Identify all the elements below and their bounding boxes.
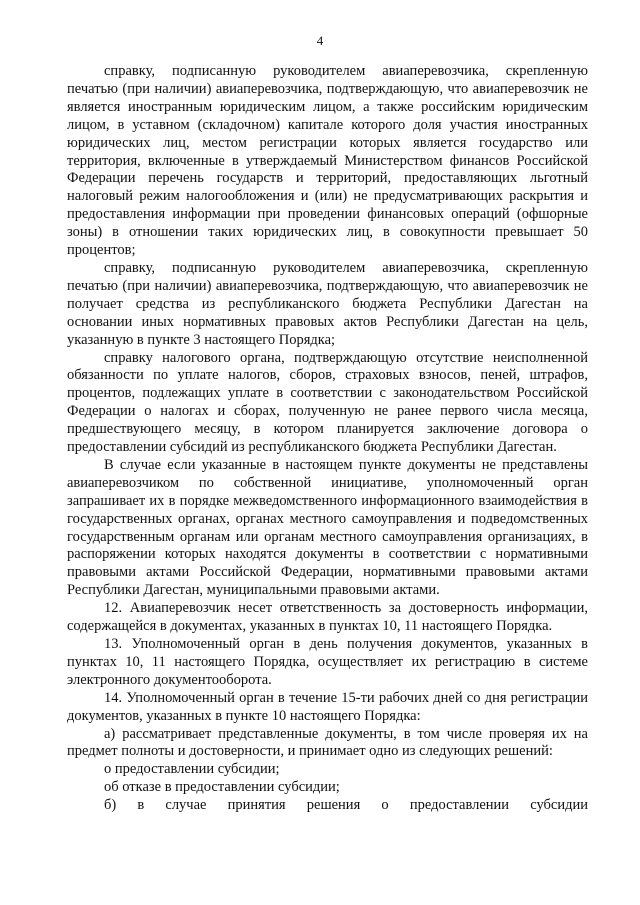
paragraph-item-14a: а) рассматривает представленные документы, в том числе проверяя их на предмет полноты и достоверности, и принимает одно из следующих решений:: [67, 725, 588, 760]
document-body: [67, 63, 588, 815]
paragraph-tax-certificate: справку налогового органа, подтверждающую отсутствие неисполненной обязанности по уплате налогов, сборов, страховых взносов, пеней, штрафов, процентов, подлежащих уплате в соответствии с законодательством Российской Федерации о налогах и сборах, полученную не ранее первого числа месяца, предшествующего месяцу, в котором планируется заключение договора о предоставлении субсидий из республиканского бюджета Республики Дагестан.: [67, 349, 588, 456]
paragraph-certificate-foreign-entity: справку, подписанную руководителем авиаперевозчика, скрепленную печатью (при наличии) авиаперевозчика, подтверждающую, что авиаперевозчик не является иностранным юридическим лицом, а также российским юридическим лицом, в уставном (складочном) капитале которого доля участия иностранных юридических лиц, местом регистрации которых является государство или территория, включенные в утверждаемый Министерством финансов Российской Федерации перечень государств и территорий, предоставляющих льготный налоговый режим налогообложения и (или) не предусматривающих раскрытия и предоставления информации при проведении финансовых операций (офшорные зоны) в отношении таких юридических лиц, в совокупности превышает 50 процентов;: [67, 63, 588, 259]
paragraph-item-13: 13. Уполномоченный орган в день получения документов, указанных в пунктах 10, 11 настоящего Порядка, осуществляет их регистрацию в системе электронного документооборота.: [67, 636, 588, 688]
page-number: 4: [316, 33, 324, 48]
paragraph-certificate-no-budget-funds: справку, подписанную руководителем авиаперевозчика, скрепленную печатью (при наличии) авиаперевозчика, подтверждающую, что авиаперевозчик не получает средства из республиканского бюджета Республики Дагестан на основании иных нормативных правовых актов Республики Дагестан на цель, указанную в пункте 3 настоящего Порядка;: [67, 259, 588, 348]
paragraph-item-12: 12. Авиаперевозчик несет ответственность за достоверность информации, содержащейся в документах, указанных в пунктах 10, 11 настоящего Порядка.: [67, 600, 588, 635]
paragraph-item-14b: б) в случае принятия решения о предоставлении субсидии: [104, 797, 588, 814]
paragraph-item-14: 14. Уполномоченный орган в течение 15-ти рабочих дней со дня регистрации документов, указанных в пункте 10 настоящего Порядка:: [67, 689, 588, 724]
paragraph-decision-refuse: об отказе в предоставлении субсидии;: [104, 779, 340, 796]
paragraph-interagency-request: В случае если указанные в настоящем пункте документы не представлены авиаперевозчиком по собственной инициативе, уполномоченный орган запрашивает их в порядке межведомственного информационного взаимодействия в государственных органах, органах местного самоуправления и подведомственных государственным органам или органам местного самоуправления организациях, в распоряжении которых находятся документы в соответствии с нормативными правовыми актами Российской Федерации, нормативными правовыми актами Республики Дагестан, муниципальными правовыми актами.: [67, 456, 588, 599]
paragraph-decision-grant: о предоставлении субсидии;: [104, 761, 280, 778]
